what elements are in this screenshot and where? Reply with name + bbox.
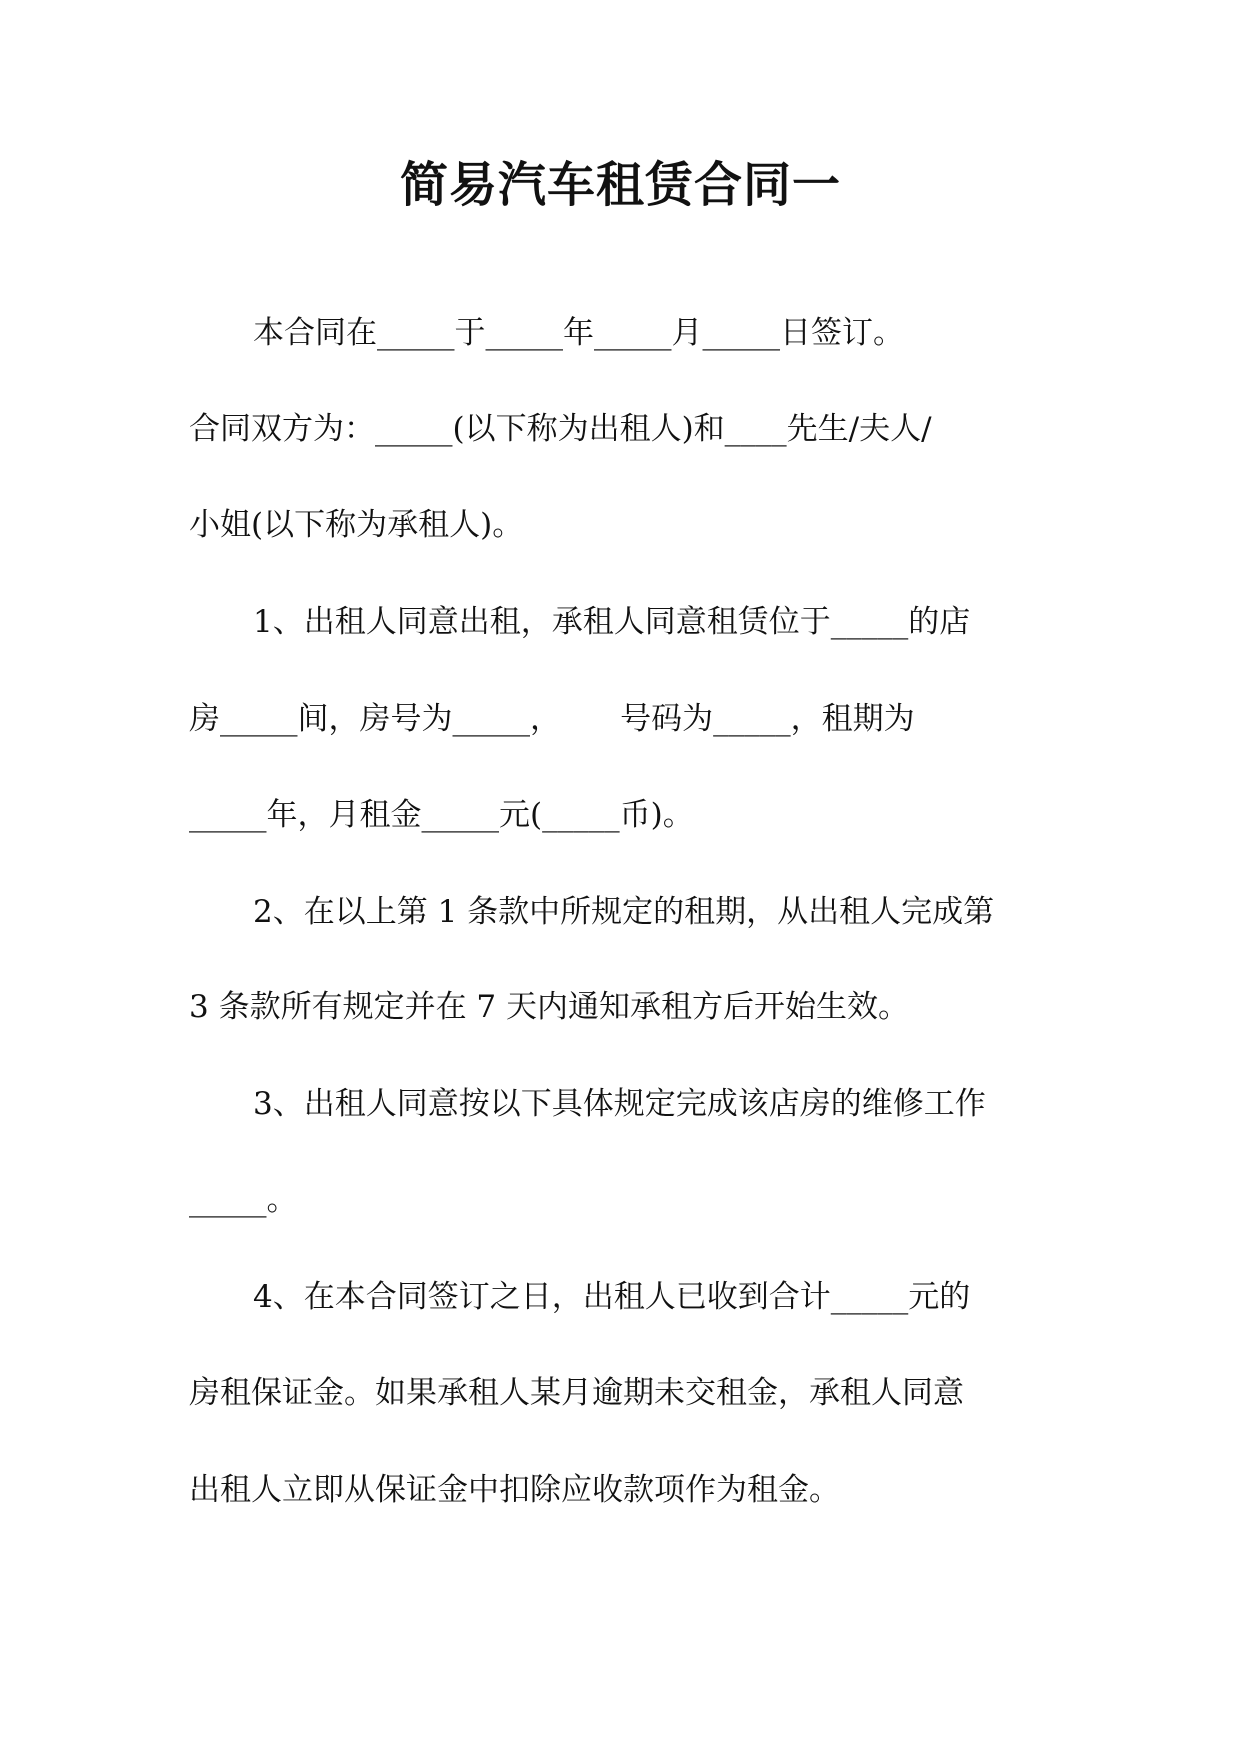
clause-1-line-1: 1、出租人同意出租，承租人同意租赁位于_____的店	[253, 604, 971, 640]
clause-4-line-2: 房租保证金。如果承租人某月逾期未交租金，承租人同意	[189, 1375, 964, 1411]
clause-4-line-1: 4、在本合同签订之日，出租人已收到合计_____元的	[253, 1279, 971, 1315]
clause-1-line-2: 房_____间，房号为_____， 号码为_____，租期为	[189, 701, 915, 737]
parties-line-2: 小姐(以下称为承租人)。	[189, 507, 524, 543]
clause-2-line-1: 2、在以上第 1 条款中所规定的租期，从出租人完成第	[253, 894, 995, 930]
clause-2-line-2: 3 条款所有规定并在 7 天内通知承租方后开始生效。	[189, 989, 910, 1025]
clause-4-line-3: 出租人立即从保证金中扣除应收款项作为租金。	[189, 1472, 840, 1508]
clause-1-line-3: _____年，月租金_____元(_____币)。	[189, 797, 694, 833]
clause-3-line-2: _____。	[189, 1182, 298, 1218]
document-title: 简易汽车租赁合同一	[399, 157, 841, 213]
contract-date-line: 本合同在_____于_____年_____月_____日签订。	[253, 315, 904, 351]
clause-3-line-1: 3、出租人同意按以下具体规定完成该店房的维修工作	[253, 1086, 986, 1122]
parties-line-1: 合同双方为：_____(以下称为出租人)和____先生/夫人/	[189, 411, 932, 447]
